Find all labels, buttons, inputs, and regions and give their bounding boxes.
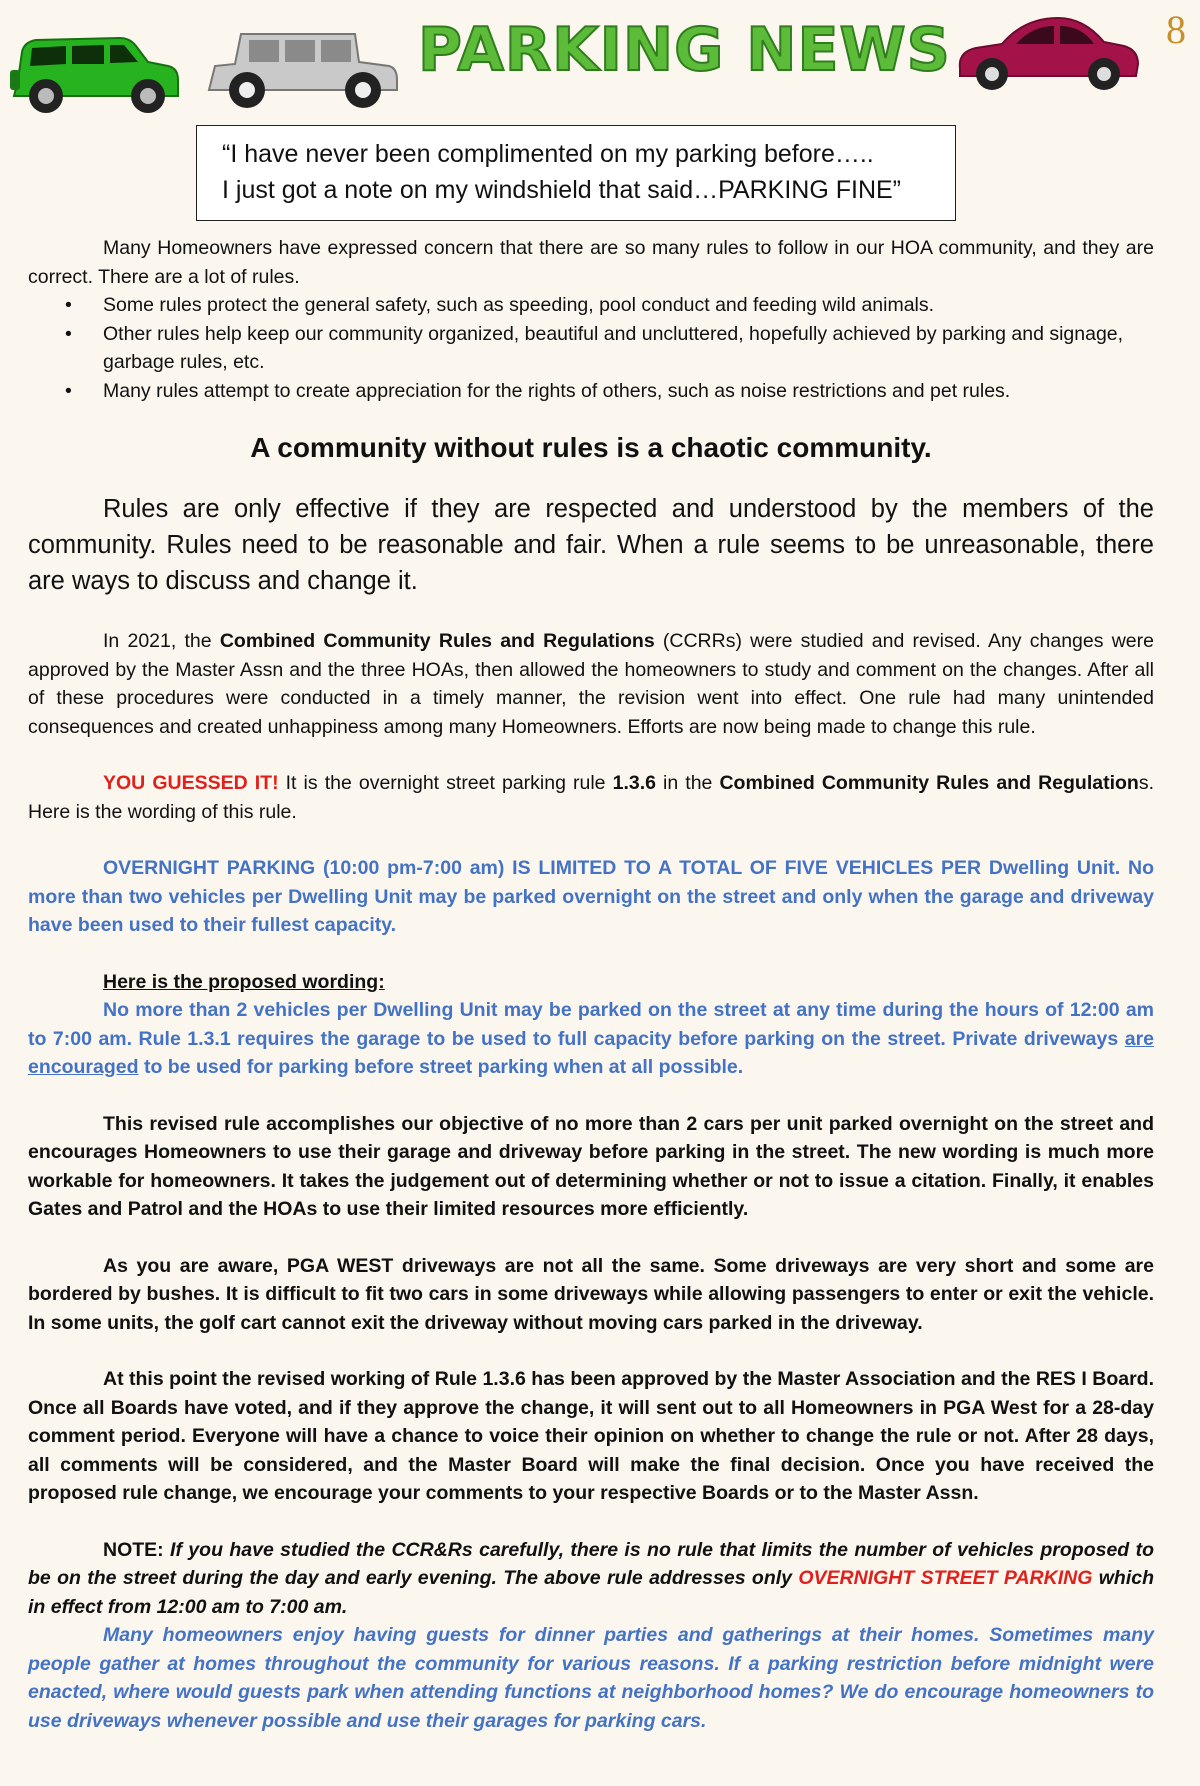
- rules-bullet-list: [28, 291, 1154, 405]
- rules-paragraph: Rules are only effective if they are respected and understood by the members of the community. Rules need to be reasonable and fair. When a rule seems to be unreasonable, there are ways to discuss and change it.: [28, 495, 1154, 595]
- bullet-item: • Other rules help keep our community organized, beautiful and uncluttered, hopefully achieved by parking and signage, garbage rules, etc.: [103, 320, 1154, 377]
- masthead: [0, 0, 1200, 120]
- gray-jeep-icon: [205, 26, 400, 110]
- current-rule: OVERNIGHT PARKING (10:00 pm-7:00 am) IS LIMITED TO A TOTAL OF FIVE VEHICLES PER Dwelling Unit. No more than two vehicles per Dwelling Unit may be parked overnight on the street and only when the garage and driveway have been used to their fullest capacity.: [28, 857, 1154, 936]
- note-label: NOTE:: [103, 1538, 171, 1561]
- ccrr-text: In 2021, the: [103, 630, 220, 652]
- quote-box: [196, 125, 956, 221]
- page-number: 8: [1166, 7, 1186, 52]
- newsletter-title: PARKING NEWS: [418, 15, 951, 85]
- note-text: If you have studied the CCR&Rs carefully, there is no rule that limits the number of vehicles proposed to be on the street during the day and early evening. The above rule addresses only: [28, 1538, 1154, 1589]
- guess-paragraph: [28, 769, 1154, 826]
- quote-line-1: “I have never been complimented on my parking before…..: [222, 140, 874, 168]
- magenta-sedan-icon: [954, 12, 1140, 96]
- rule-number: 1.3.6: [612, 772, 656, 794]
- guess-highlight: YOU GUESSED IT!: [103, 772, 279, 794]
- proposed-wording: [28, 996, 1154, 1082]
- article-body: [28, 234, 1154, 1735]
- note-highlight: OVERNIGHT STREET PARKING: [798, 1567, 1093, 1589]
- quote-line-2: I just got a note on my windshield that said…PARKING FINE”: [222, 176, 901, 204]
- guess-text: It is the overnight street parking rule: [278, 772, 613, 794]
- proposed-label-line: [28, 968, 1154, 997]
- proposed-text: No more than 2 vehicles per Dwelling Unit may be parked on the street at any time during the hours of 12:00 am to 7:00 am. Rule 1.3.1 requires the garage to be used to full capacity before parking on the street. Private driveways: [28, 999, 1154, 1050]
- proposed-text-2: to be used for parking before street parking when at all possible.: [138, 1056, 744, 1078]
- headline: A community without rules is a chaotic community.: [250, 432, 932, 463]
- guess-bold: Combined Community Rules and Regulation: [719, 772, 1139, 794]
- green-suv-icon: [8, 22, 180, 118]
- driveways-paragraph: As you are aware, PGA WEST driveways are not all the same. Some driveways are very short and some are bordered by bushes. It is difficult to fit two cars in some driveways while allowing passengers to enter or exit the vehicle. In some units, the golf cart cannot exit the driveway without moving cars parked in the driveway.: [28, 1254, 1154, 1334]
- approval-paragraph: At this point the revised working of Rule 1.3.6 has been approved by the Master Association and the RES I Board. Once all Boards have voted, and if they approve the change, it will sent out to all Homeowners in PGA West for a 28-day comment period. Everyone will have a chance to voice their opinion on whether to change the rule or not. After 28 days, all comments will be considered, and the Master Board will make the final decision. Once you have received the proposed rule change, we encourage your comments to your respective Boards or to the Master Assn.: [28, 1368, 1154, 1504]
- proposed-underlined: are encouraged: [28, 1027, 1154, 1078]
- ccrr-text-2: (CCRRs) were studied and revised. Any changes were approved by the Master Assn and the three HOAs, then allowed the homeowners to study and comment on the changes. After all of these procedures were conducted in a timely manner, the revision went into effect. One rule had many unintended consequences and created unhappiness among many Homeowners. Efforts are now being made to change this rule.: [28, 630, 1154, 738]
- ccrr-paragraph: [28, 627, 1154, 741]
- bullet-item: • Some rules protect the general safety, such as speeding, pool conduct and feeding wild animals.: [103, 291, 1154, 320]
- intro-paragraph: Many Homeowners have expressed concern that there are so many rules to follow in our HOA community, and they are correct. There are a lot of rules.: [28, 237, 1154, 288]
- guess-text-2: in the: [655, 772, 720, 794]
- proposed-label: Here is the proposed wording:: [103, 970, 385, 993]
- revised-paragraph: This revised rule accomplishes our objective of no more than 2 cars per unit parked overnight on the street and encourages Homeowners to use their garage and driveway before parking in the street. The new wording is much more workable for homeowners. It takes the judgement out of determining whether or not to issue a citation. Finally, it enables Gates and Patrol and the HOAs to use their limited resources more efficiently.: [28, 1112, 1154, 1220]
- ccrr-bold: Combined Community Rules and Regulations: [219, 630, 655, 652]
- note-paragraph: [28, 1536, 1154, 1622]
- guess-text-3: s. Here is the wording of this rule.: [28, 772, 1154, 823]
- note-text-2: which in effect from 12:00 am to 7:00 am.: [28, 1567, 1154, 1618]
- guests-paragraph: Many homeowners enjoy having guests for dinner parties and gatherings at their homes. Sometimes many people gather at homes throughout the community for various reasons. If a parking restriction before midnight were enacted, where would guests park when attending functions at neighborhood homes? We do encourage homeowners to use driveways whenever possible and use their garages for parking cars.: [28, 1624, 1154, 1732]
- bullet-item: • Many rules attempt to create appreciation for the rights of others, such as noise restrictions and pet rules.: [103, 377, 1154, 406]
